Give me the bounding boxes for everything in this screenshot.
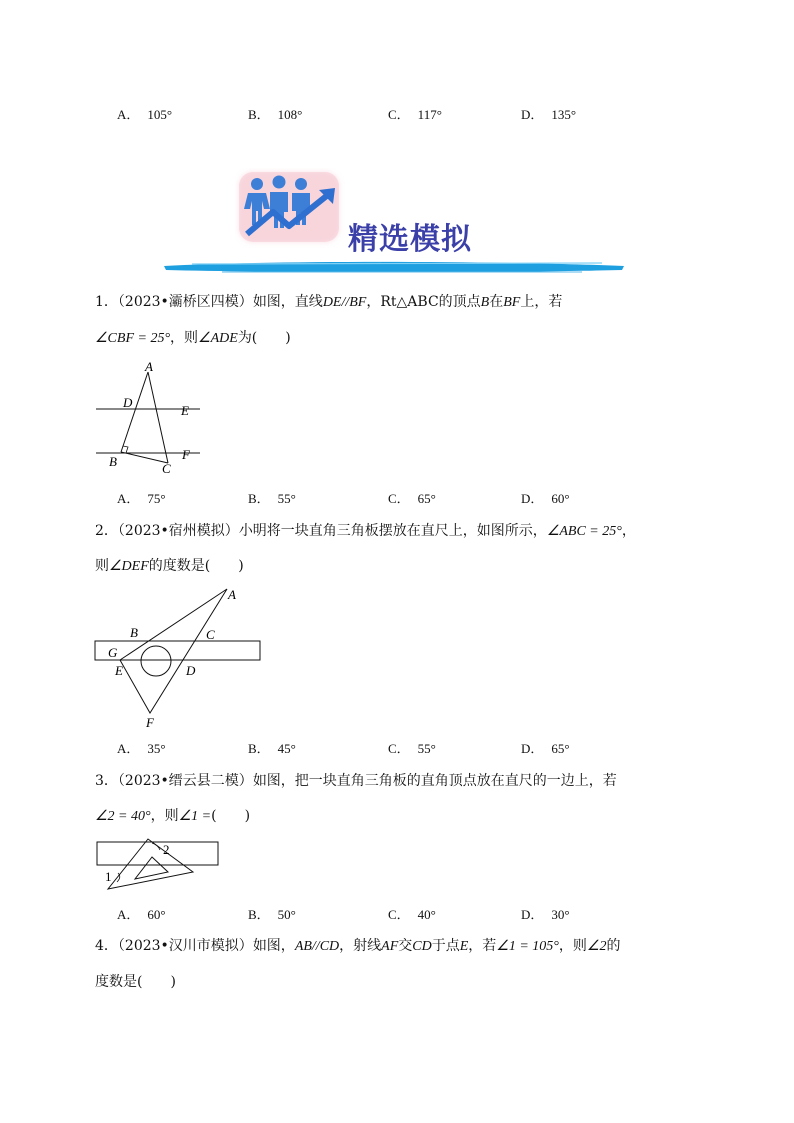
q1-label-f: F: [182, 447, 190, 462]
q2-line-2: 则∠DEF的度数是( ): [95, 558, 244, 574]
q1-option-d: D． 60°: [521, 491, 570, 506]
q1-label-b: B: [109, 454, 117, 469]
people-growth-arrow-icon: [235, 168, 345, 248]
q1-option-b: B． 55°: [248, 491, 296, 506]
q2-label-b: B: [130, 625, 138, 640]
q2-option-b: B． 45°: [248, 741, 296, 756]
prev-option-a: A． 105°: [117, 107, 173, 122]
q1-figure: [90, 360, 210, 478]
prev-option-d: D． 135°: [521, 107, 577, 122]
section-divider-brush: [162, 258, 627, 276]
q2-label-d: D: [186, 663, 196, 678]
q3-label-1: 1: [105, 869, 112, 884]
q3-option-b: B． 50°: [248, 907, 296, 922]
q1-label-e: E: [181, 403, 189, 418]
q2-option-c: C． 55°: [388, 741, 436, 756]
q4-line-1: 4．（2023•汉川市模拟）如图，AB//CD，射线AF交CD于点E，若∠1 = 105°，则∠2的: [95, 938, 621, 954]
q1-option-c: C． 65°: [388, 491, 436, 506]
q3-line-2: ∠2 = 40°，则∠1 =( ): [95, 808, 251, 824]
q2-option-d: D． 65°: [521, 741, 570, 756]
q2-label-e: E: [115, 663, 123, 678]
q2-label-a: A: [228, 587, 236, 602]
q3-label-2: 2: [163, 842, 170, 857]
q2-label-g: G: [108, 645, 118, 660]
q2-label-c: C: [206, 627, 215, 642]
q1-option-a: A． 75°: [117, 491, 166, 506]
prev-option-b: B． 108°: [248, 107, 303, 122]
q3-option-c: C． 40°: [388, 907, 436, 922]
q1-line-2: ∠CBF = 25°，则∠ADE为( ): [95, 330, 291, 346]
q1-label-c: C: [162, 461, 171, 476]
q3-option-a: A． 60°: [117, 907, 166, 922]
q1-label-a: A: [145, 360, 153, 374]
q1-line-1: 1．（2023•灞桥区四模）如图，直线DE//BF，Rt△ABC的顶点B在BF上，若: [95, 294, 563, 310]
q4-line-2: 度数是( ): [95, 974, 176, 990]
q3-line-1: 3．（2023•缙云县二模）如图，把一块直角三角板的直角顶点放在直尺的一边上，若: [95, 773, 617, 789]
q2-option-a: A． 35°: [117, 741, 166, 756]
q3-option-d: D． 30°: [521, 907, 570, 922]
q2-line-1: 2．（2023•宿州模拟）小明将一块直角三角板摆放在直尺上，如图所示，∠ABC = 25°，: [95, 523, 636, 539]
q2-figure: [90, 585, 270, 735]
prev-option-c: C． 117°: [388, 107, 442, 122]
q1-label-d: D: [123, 395, 133, 410]
q2-label-f: F: [146, 715, 154, 730]
section-title: 精选模拟: [348, 222, 472, 257]
q3-figure: [90, 835, 225, 893]
